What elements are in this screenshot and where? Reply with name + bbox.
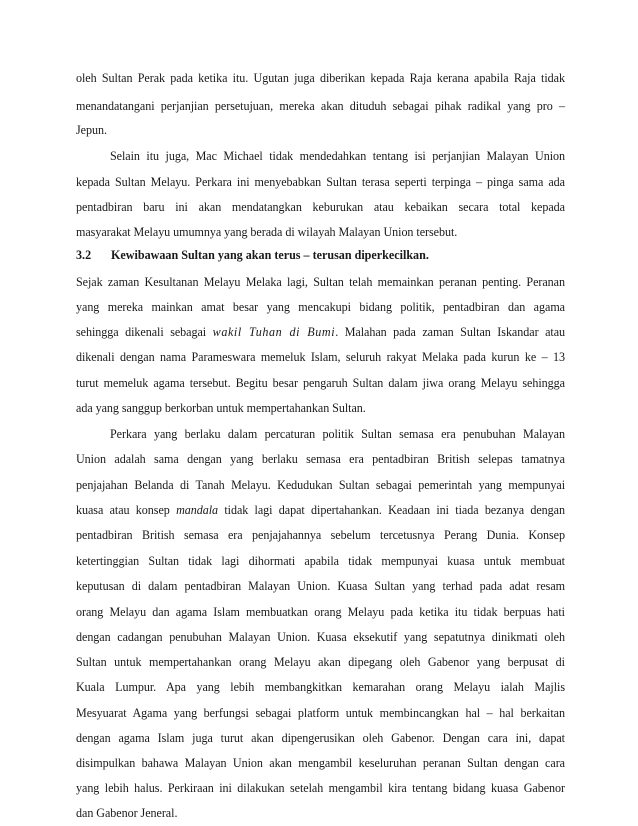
text-line: penjajahan Belanda di Tanah Melayu. Kedudukan Sultan sebagai pemerintah yang mempunyai [76,478,565,492]
text-line: masyarakat Melayu umumnya yang berada di wilayah Malayan Union tersebut. [76,225,458,239]
text-line: Sultan untuk mempertahankan orang Melayu akan dipegang oleh Gabenor yang berpusat di [76,655,565,669]
text-line: dengan agama Islam juga turut akan dipengerusikan oleh Gabenor. Dengan cara ini, dapat [76,731,565,745]
text-line: turut memeluk agama tersebut. Begitu besar pengaruh Sultan dalam jiwa orang Melayu sehingga [76,376,565,390]
text-line: pentadbiran baru ini akan mendatangkan keburukan atau kebaikan secara total kepada [76,200,565,214]
text-segment: . Malahan pada zaman Sultan Iskandar atau [335,325,566,339]
text-segment: kuasa atau konsep [76,503,177,517]
italic-phrase: wakil Tuhan di Bumi [212,325,336,339]
text-line: oleh Sultan Perak pada ketika itu. Ugutan juga diberikan kepada Raja kerana apabila Raja tidak [76,71,565,85]
text-line: Perkara yang berlaku dalam percaturan politik Sultan semasa era penubuhan Malayan [110,427,565,441]
text-line: disimpulkan bahawa Malayan Union akan mengambil keseluruhan peranan Sultan dengan cara [76,756,565,770]
text-line: Union adalah sama dengan yang berlaku semasa era pentadbiran British selepas tamatnya [76,452,565,466]
section-heading [76,245,565,265]
text-line: yang mereka mainkan amat besar yang mencakupi bidang politik, pentadbiran dan agama [76,300,565,314]
text-line: dan Gabenor Jeneral. [76,806,178,820]
text-line: dikenali dengan nama Parameswara memeluk Islam, seluruh rakyat Melaka pada kurun ke – 13 [76,350,565,364]
section-title: Kewibawaan Sultan yang akan terus – terusan diperkecilkan. [111,248,429,262]
text-line: Kuala Lumpur. Apa yang lebih membangkitkan kemarahan orang Melayu ialah Majlis [76,680,565,694]
text-line: pentadbiran British semasa era penjajahannya sebelum tercetusnya Perang Dunia. Konsep [76,528,565,542]
text-line [76,322,565,342]
text-line: kepada Sultan Melayu. Perkara ini menyebabkan Sultan terasa seperti terpinga – pinga sama ada [76,175,565,189]
text-line: Selain itu juga, Mac Michael tidak mendedahkan tentang isi perjanjian Malayan Union [110,149,565,163]
text-line: Mesyuarat Agama yang berfungsi sebagai platform untuk membincangkan hal – hal berkaitan [76,706,565,720]
text-line: dengan cadangan penubuhan Malayan Union. Kuasa eksekutif yang sepatutnya dinikmati oleh [76,630,565,644]
text-line: ada yang sanggup berkorban untuk mempertahankan Sultan. [76,401,366,415]
text-line: yang lebih halus. Perkiraan ini dilakukan setelah mengambil kira tentang bidang kuasa Gabenor [76,781,565,795]
text-line: Sejak zaman Kesultanan Melayu Melaka lagi, Sultan telah memainkan peranan penting. Peranan [76,275,565,289]
text-segment: sehingga dikenali sebagai [76,325,213,339]
text-line [76,500,565,520]
text-segment: tidak lagi dapat dipertahankan. Keadaan ini tiada bezanya dengan [218,503,565,517]
text-line: orang Melayu dan agama Islam membuatkan orang Melayu pada ketika itu tidak berpuas hati [76,605,565,619]
text-line: ketertinggian Sultan tidak lagi dihormati apabila tidak mempunyai kuasa untuk membuat [76,554,565,568]
italic-phrase: mandala [176,503,219,517]
section-number: 3.2 [76,248,92,262]
text-line: keputusan di dalam pentadbiran Malayan Union. Kuasa Sultan yang terhad pada adat resam [76,579,565,593]
text-line: Jepun. [76,123,107,137]
text-line: menandatangani perjanjian persetujuan, mereka akan dituduh sebagai pihak radikal yang pro – [76,99,565,113]
